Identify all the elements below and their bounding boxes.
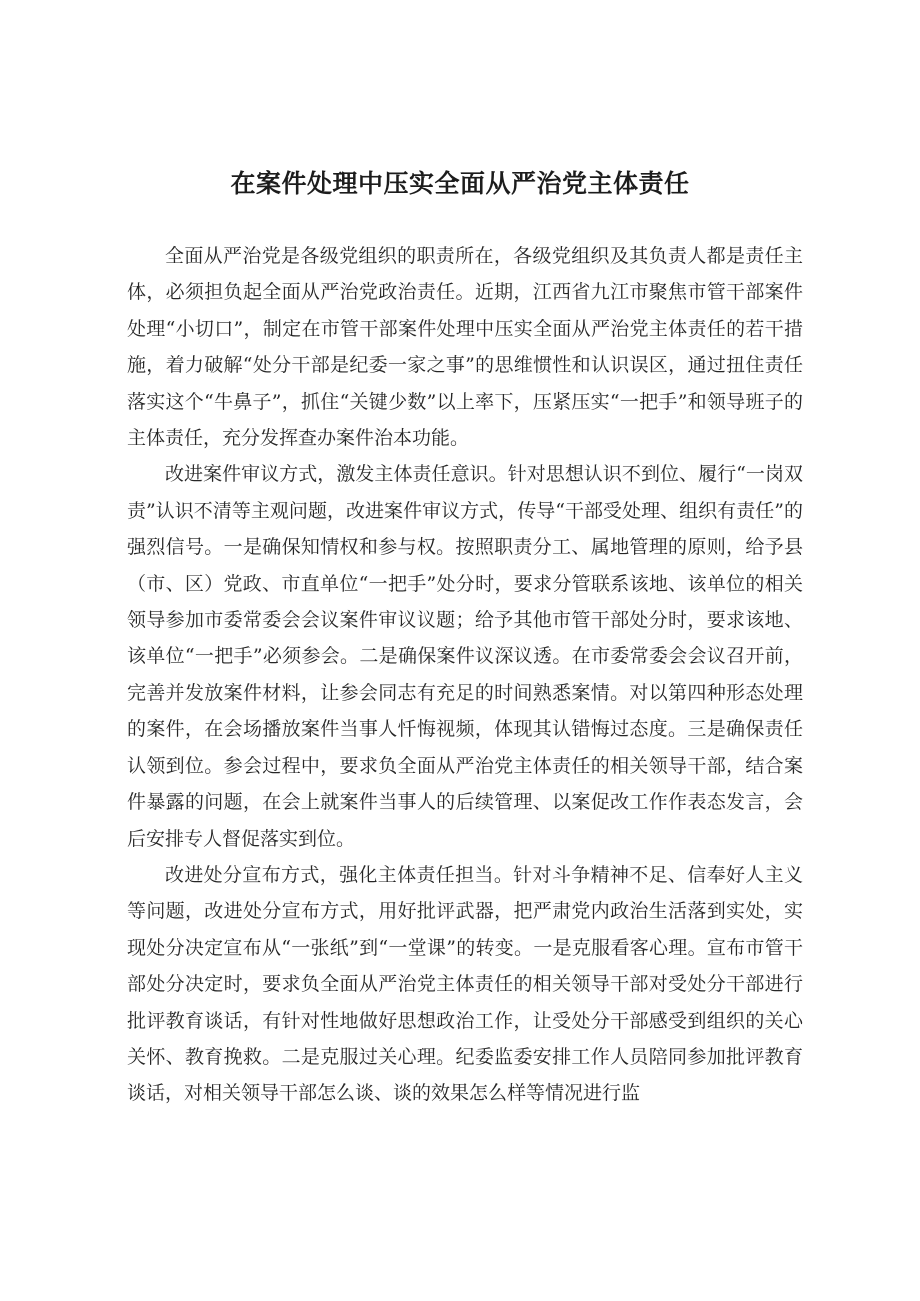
paragraph-1: 全面从严治党是各级党组织的职责所在，各级党组织及其负责人都是责任主体，必须担负起全面从严治党政治责任。近期，江西省九江市聚焦市管干部案件处理“小切口”，制定在市管干部案件处理中压实全面从严治党主体责任的若干措施，着力破解“处分干部是纪委一家之事”的思维惯性和认识误区，通过扭住责任落实这个“牛鼻子”，抓住“关键少数”以上率下，压紧压实“一把手”和领导班子的主体责任，充分发挥查办案件治本功能。 [127, 245, 803, 450]
paragraph-3: 改进处分宣布方式，强化主体责任担当。针对斗争精神不足、信奉好人主义等问题，改进处分宣布方式，用好批评武器，把严肃党内政治生活落到实处，实现处分决定宣布从“一张纸”到“一堂课”的转变。一是克服看客心理。宣布市管干部处分决定时，要求负全面从严治党主体责任的相关领导干部对受处分干部进行批评教育谈话，有针对性地做好思想政治工作，让受处分干部感受到组织的关心关怀、教育挽救。二是克服过关心理。纪委监委安排工作人员陪同参加批评教育谈话，对相关领导干部怎么谈、谈的效果怎么样等情况进行监 [127, 863, 803, 1105]
document-body [127, 238, 803, 1112]
paragraph-2: 改进案件审议方式，激发主体责任意识。针对思想认识不到位、履行“一岗双责”认识不清等主观问题，改进案件审议方式，传导“干部受处理、组织有责任”的强烈信号。一是确保知情权和参与权。按照职责分工、属地管理的原则，给予县（市、区）党政、市直单位“一把手”处分时，要求分管联系该地、该单位的相关领导参加市委常委会会议案件审议议题；给予其他市管干部处分时，要求该地、该单位“一把手”必须参会。二是确保案件议深议透。在市委常委会会议召开前，完善并发放案件材料，让参会同志有充足的时间熟悉案情。对以第四种形态处理的案件，在会场播放案件当事人忏悔视频，体现其认错悔过态度。三是确保责任认领到位。参会过程中，要求负全面从严治党主体责任的相关领导干部，结合案件暴露的问题，在会上就案件当事人的后续管理、以案促改工作作表态发言，会后安排专人督促落实到位。 [127, 463, 803, 850]
document-title: 在案件处理中压实全面从严治党主体责任 [230, 169, 690, 198]
